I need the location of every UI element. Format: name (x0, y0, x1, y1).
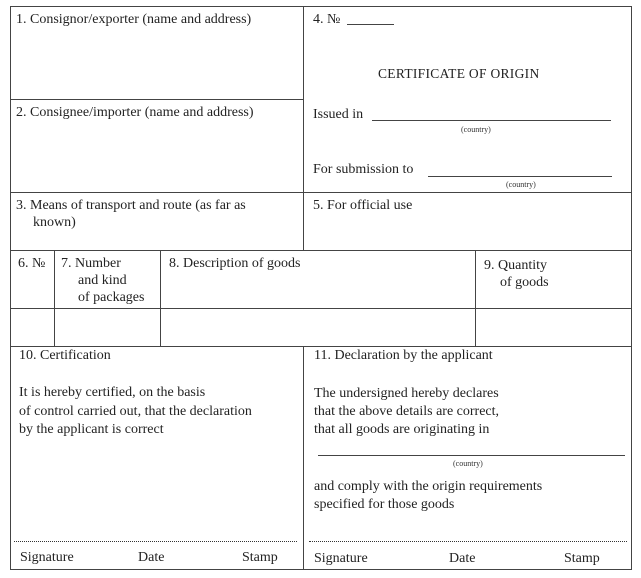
box11-signature-label: Signature (314, 551, 368, 566)
divider-upper-middle (303, 6, 304, 250)
divider-col-8-9 (475, 250, 476, 346)
box9-label-line1: 9. Quantity (484, 258, 547, 273)
box11-signature-line[interactable] (309, 541, 627, 542)
box11-text-line4: and comply with the origin requirements (314, 479, 543, 494)
box8-label: 8. Description of goods (169, 256, 301, 271)
submission-field[interactable] (428, 176, 612, 177)
box10-text-line3: by the applicant is correct (19, 422, 164, 437)
divider-lower-middle (303, 346, 304, 570)
box10-signature-line[interactable] (14, 541, 297, 542)
box11-text-line1: The undersigned hereby declares (314, 386, 499, 401)
box1-label: 1. Consignor/exporter (name and address) (16, 12, 252, 27)
divider-goods-header (10, 308, 632, 309)
issued-in-field[interactable] (372, 120, 611, 121)
border-left (10, 6, 11, 570)
box4-number-label: 4. № (313, 12, 341, 27)
box11-country-hint: (country) (453, 459, 483, 468)
box7-label-line3: of packages (78, 290, 145, 305)
divider-box3-row (10, 250, 632, 251)
box7-label-line1: 7. Number (61, 256, 121, 271)
box3-label-line1: 3. Means of transport and route (as far as (16, 198, 246, 213)
box10-signature-label: Signature (20, 550, 74, 565)
box10-date-label: Date (138, 550, 165, 565)
divider-box2-box3 (10, 192, 632, 193)
border-right (631, 6, 632, 570)
box5-label: 5. For official use (313, 198, 413, 213)
box4-number-field[interactable] (347, 24, 394, 25)
divider-col-6-7 (54, 250, 55, 346)
box7-label-line2: and kind (78, 273, 127, 288)
border-top (10, 6, 632, 7)
box11-text-line2: that the above details are correct, (314, 404, 500, 419)
box11-text-line3: that all goods are originating in (314, 422, 490, 437)
box11-country-field[interactable] (318, 455, 625, 456)
box10-stamp-label: Stamp (242, 550, 278, 565)
box3-label-line2: known) (33, 215, 76, 230)
box6-label: 6. № (18, 256, 46, 271)
box10-label: 10. Certification (19, 348, 111, 363)
submission-hint: (country) (506, 180, 536, 189)
box10-text-line2: of control carried out, that the declaration (19, 404, 252, 419)
box11-date-label: Date (449, 551, 476, 566)
border-bottom (10, 569, 632, 570)
box11-label: 11. Declaration by the applicant (314, 348, 493, 363)
divider-col-7-8 (160, 250, 161, 346)
box9-label-line2: of goods (500, 275, 549, 290)
certificate-title: CERTIFICATE OF ORIGIN (378, 66, 540, 81)
box11-stamp-label: Stamp (564, 551, 600, 566)
issued-in-hint: (country) (461, 125, 491, 134)
box10-text-line1: It is hereby certified, on the basis (19, 385, 206, 400)
box2-label: 2. Consignee/importer (name and address) (16, 105, 254, 120)
submission-label: For submission to (313, 162, 414, 177)
issued-in-label: Issued in (313, 107, 364, 122)
box11-text-line5: specified for those goods (314, 497, 455, 512)
divider-box1-box2 (10, 99, 303, 100)
